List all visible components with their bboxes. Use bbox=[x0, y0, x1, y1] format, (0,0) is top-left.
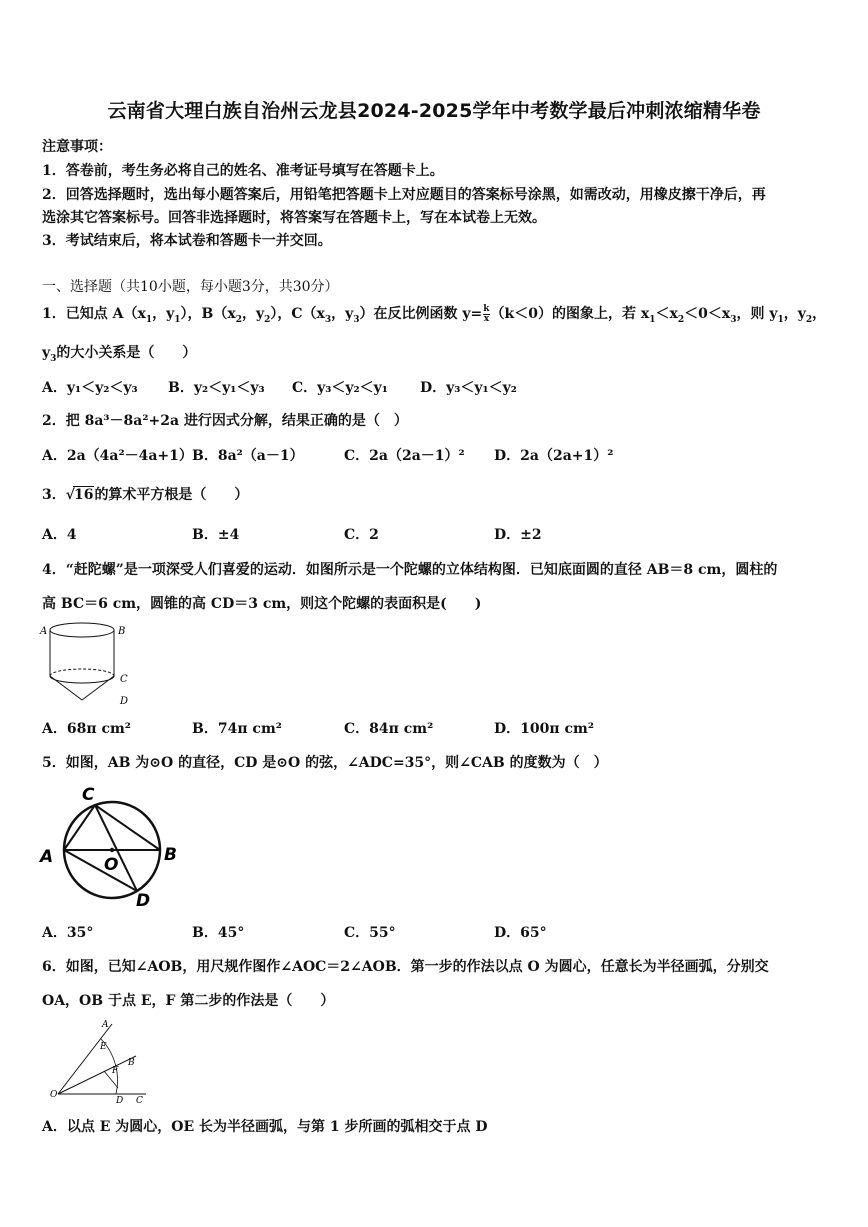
q3-number: 3． bbox=[42, 487, 66, 503]
q4-stem-a: 4．“赶陀螺”是一项深受人们喜爱的运动．如图所示是一个陀螺的立体结构图．已知底面圆的直径 AB＝8 cm，圆柱的 bbox=[42, 562, 778, 578]
notice-item-2a: 2．回答选择题时，选出每小题答案后，用铅笔把答题卡上对应题目的答案标号涂黑，如需改动，用橡皮擦干净后，再 bbox=[42, 187, 766, 203]
fig5-label-d: D bbox=[136, 891, 151, 910]
q1-stem-cond: （k＜0）的图象上，若 x bbox=[490, 306, 650, 322]
q3-option-a: A．4 bbox=[42, 527, 77, 543]
notice-item-2b: 选涂其它答案标号。回答非选择题时，将答案写在答题卡上，写在本试卷上无效。 bbox=[42, 210, 546, 226]
circle-figure bbox=[38, 778, 188, 910]
q1-option-a: A．y₁＜y₂＜y₃ bbox=[42, 380, 138, 396]
q1-stem-tail: 的大小关系是（ ） bbox=[56, 345, 197, 361]
q1-option-d: D．y₃＜y₁＜y₂ bbox=[420, 380, 517, 396]
spinning-top-figure bbox=[38, 618, 138, 710]
q1-fraction bbox=[483, 305, 489, 324]
q4-option-b: B．74π cm² bbox=[192, 721, 282, 737]
fig6-label-f: F bbox=[112, 1066, 119, 1076]
q4-option-d: D．100π cm² bbox=[494, 721, 594, 737]
q3-option-b: B．±4 bbox=[192, 527, 240, 543]
fig5-label-a: A bbox=[40, 847, 54, 867]
q4-option-a: A．68π cm² bbox=[42, 721, 131, 737]
fig4-label-d: D bbox=[120, 696, 129, 707]
fig4-label-a: A bbox=[40, 626, 48, 637]
q1-stem-y: y bbox=[42, 345, 51, 361]
section-heading: 一、选择题（共10小题，每小题3分，共30分） bbox=[42, 279, 339, 295]
q1-frac-num: k bbox=[483, 303, 490, 314]
fig4-label-b: B bbox=[118, 626, 126, 637]
q6-stem-b: OA，OB 于点 E，F 第二步的作法是（ ） bbox=[42, 993, 335, 1009]
q3-radicand: 16 bbox=[73, 487, 94, 503]
fig6-label-a: A bbox=[102, 1020, 109, 1030]
q1-stem-mid: 在反比例函数 y= bbox=[373, 306, 483, 322]
fig6-label-b: B bbox=[128, 1058, 135, 1068]
q1-option-c: C．y₃＜y₂＜y₁ bbox=[292, 380, 388, 396]
notice-heading: 注意事项： bbox=[42, 139, 112, 155]
q4-option-c: C．84π cm² bbox=[344, 721, 434, 737]
notice-item-3: 3．考试结束后，将本试卷和答题卡一并交回。 bbox=[42, 233, 332, 249]
fig6-label-o: O bbox=[50, 1090, 58, 1100]
q3-stem-text: 的算术平方根是（ ） bbox=[94, 487, 249, 503]
cylinder-top-ellipse bbox=[50, 623, 114, 637]
fig6-label-c: C bbox=[136, 1096, 143, 1106]
cone-left-edge bbox=[50, 676, 82, 700]
q1-stem-start: 1．已知点 A（x bbox=[42, 306, 146, 322]
q2-option-c: C．2a（2a－1）² bbox=[344, 448, 465, 464]
q3-stem bbox=[42, 484, 248, 504]
q1-option-b: B．y₂＜y₁＜y₃ bbox=[168, 380, 265, 396]
fig4-label-c: C bbox=[120, 674, 128, 685]
cone-right-edge bbox=[82, 676, 114, 700]
q1-stem-end: $y_3$的大小关系是（ ） bbox=[42, 345, 197, 364]
q6-option-a: A．以点 E 为圆心，OE 长为半径画弧，与第 1 步所画的弧相交于点 D bbox=[42, 1119, 488, 1135]
fig6-label-d: D bbox=[116, 1096, 124, 1106]
q5-option-b: B．45° bbox=[192, 925, 245, 941]
q4-stem-b: 高 BC＝6 cm，圆锥的高 CD＝3 cm，则这个陀螺的表面积是( ) bbox=[42, 596, 482, 612]
q2-option-a: A．2a（4a²－4a+1） bbox=[42, 448, 193, 464]
q1-frac-den: x bbox=[483, 313, 490, 324]
q2-option-d: D．2a（2a+1）² bbox=[494, 448, 614, 464]
cylinder-bottom-front-arc bbox=[50, 676, 114, 683]
center-point bbox=[110, 848, 114, 852]
fig5-label-b: B bbox=[164, 845, 177, 865]
q3-option-d: D．±2 bbox=[494, 527, 542, 543]
angle-construction-figure bbox=[46, 1016, 156, 1106]
chord-cb bbox=[95, 805, 160, 850]
q5-option-a: A．35° bbox=[42, 925, 94, 941]
q6-stem-a: 6．如图，已知∠AOB，用尺规作图作∠AOC＝2∠AOB．第一步的作法以点 O 为圆心，任意长为半径画弧，分别交 bbox=[42, 959, 769, 975]
page-title: 云南省大理白族自治州云龙县2024-2025学年中考数学最后冲刺浓缩精华卷 bbox=[107, 100, 761, 122]
q5-option-d: D．65° bbox=[494, 925, 547, 941]
fig5-label-c: C bbox=[82, 785, 95, 805]
q2-option-b: B．8a²（a－1） bbox=[192, 448, 304, 464]
fig5-label-o: O bbox=[104, 855, 119, 875]
q5-option-c: C．55° bbox=[344, 925, 396, 941]
q5-stem: 5．如图，AB 为⊙O 的直径，CD 是⊙O 的弦，∠ADC=35°，则∠CAB 的度数为（ ） bbox=[42, 755, 608, 771]
sqrt-icon: √ bbox=[65, 487, 75, 503]
cylinder-bottom-back-arc bbox=[50, 669, 114, 676]
q3-option-c: C．2 bbox=[344, 527, 379, 543]
q1-stem: 1．已知点 $A(x_1$，$y_1$），$B(x_2$，$y_2$），$C(x_3$，$y_3$）在反比例函数 y= $\frac{k}{x}$ （k＜0）的图象上，若 $x_1<x_2<0<x_3$，则 $y_1$，$y_2$， bbox=[42, 303, 827, 325]
ray-oa bbox=[58, 1024, 112, 1094]
q2-stem: 2．把 8a³－8a²+2a 进行因式分解，结果正确的是（ ） bbox=[42, 413, 408, 429]
notice-item-1: 1．答卷前，考生务必将自己的姓名、准考证号填写在答题卡上。 bbox=[42, 163, 444, 179]
fig6-label-e: E bbox=[100, 1042, 107, 1052]
ray-ob bbox=[58, 1056, 136, 1094]
